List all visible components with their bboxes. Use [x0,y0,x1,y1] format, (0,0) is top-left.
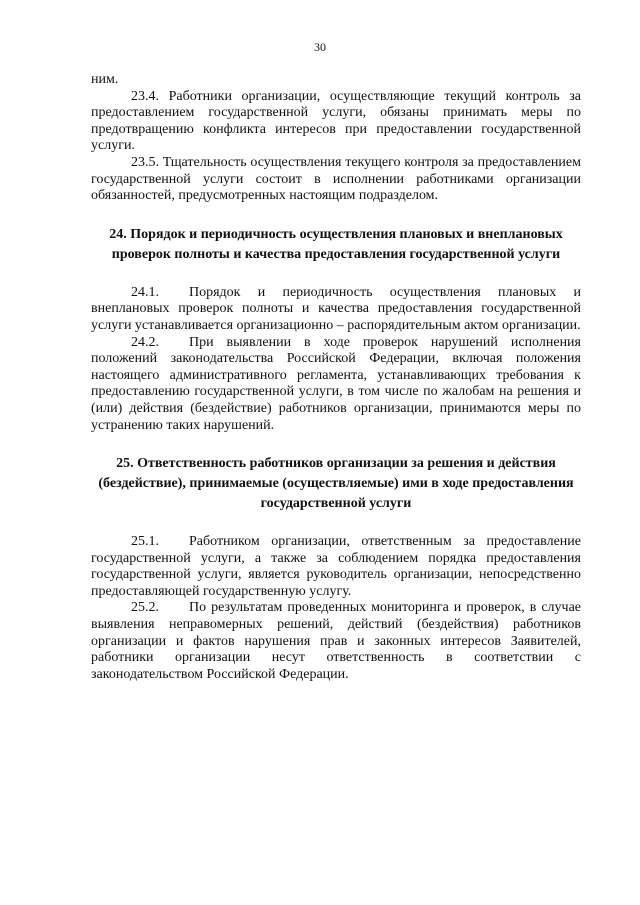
paragraph [91,600,581,683]
paragraph [91,534,581,600]
paragraph-text: При выявлении в ходе проверок нарушений исполнения положений законодательства Российской Федерации, включая положения настоящего административного регламента, устанавливающих требования к предоставлению государственной услуги, в том числе по жалобам на решения и (или) действия (бездействие) работников организации, принимаются меры по устранению таких нарушений. [91,334,581,433]
document-body [91,72,581,683]
paragraph-text: Работником организации, ответственным за предоставление государственной услуги, а также за соблюдением порядка предоставления государственной услуги, является руководитель организации, непосредственно предоставляющей государственную услугу. [91,534,581,599]
paragraph-text: Порядок и периодичность осуществления плановых и внеплановых проверок полноты и качества предоставления государственной услуги устанавливается организационно – распорядительным актом организации. [91,284,581,333]
paragraph [91,285,581,335]
paragraph: ним. [91,72,119,87]
page-number: 30 [314,40,326,54]
section-spacer [91,514,581,534]
paragraph [91,335,581,435]
paragraph-number: 24.1. [131,284,159,300]
paragraph-number: 24.2. [131,334,159,350]
section-spacer [91,205,581,225]
paragraph-number: 25.2. [131,600,159,616]
paragraph-text: По результатам проведенных мониторинга и проверок, в случае выявления неправомерных решений, действий (бездействия) работников организации и фактов нарушения прав и законных интересов Заявителей, работники организации несут ответственность в соответствии с законодательством Российской Федерации. [91,600,581,682]
paragraph: 23.4. Работники организации, осуществляющие текущий контроль за предоставлением государственной услуги, обязаны принимать меры по предотвращению конфликта интересов при предоставлении государственной услуги. [91,88,581,154]
paragraph-number: 25.1. [131,534,159,550]
section-spacer [91,265,581,285]
section-spacer [91,434,581,454]
section-heading: 24. Порядок и периодичность осуществления плановых и внеплановых проверок полноты и качества предоставления государственной услуги [109,226,563,262]
section-heading: 25. Ответственность работников организации за решения и действия (бездействие), принимаемые (осуществляемые) ими в ходе предоставления государственной услуги [98,456,574,512]
paragraph: 23.5. Тщательность осуществления текущего контроля за предоставлением государственной услуги состоит в исполнении работниками организации обязанностей, предусмотренных настоящим подразделом. [91,154,581,204]
